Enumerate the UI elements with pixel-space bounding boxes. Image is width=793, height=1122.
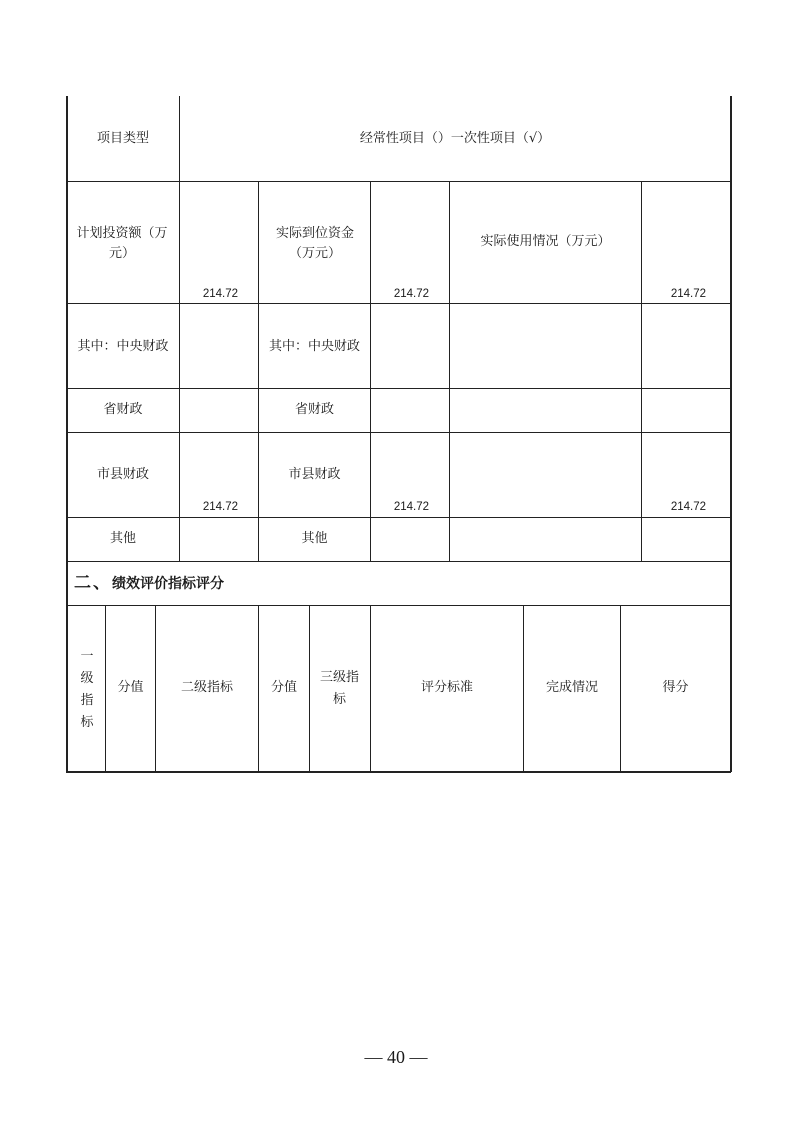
central-finance-label: 其中：中央财政 [77,339,169,354]
header-score-obtained: 得分 [662,680,689,695]
section-number: 二、 [74,573,112,593]
project-type-value: 经常性项目（）一次性项目（√） [359,131,551,146]
table-border-right [730,96,732,772]
col-line [309,605,310,771]
col-line [258,181,259,561]
actual-usage-value: 214.72 [670,288,706,300]
col-line [449,181,450,561]
actual-funds-label: 实际到位资金（万元） [275,226,354,261]
provincial-finance-label: 省财政 [103,402,143,417]
county-finance-value-a: 214.72 [202,501,238,513]
actual-funds-value: 214.72 [393,288,429,300]
project-type-label: 项目类型 [96,131,149,146]
col-line [179,96,180,181]
row-line [66,605,731,606]
county-finance-label: 市县财政 [96,467,149,482]
row-line [66,771,731,773]
section-title: 绩效评价指标评分 [112,576,224,592]
other-label: 其他 [109,531,136,546]
county-finance-label-b: 市县财政 [288,467,341,482]
header-scoring-criteria: 评分标准 [420,680,473,695]
planned-investment-label: 计划投资额（万元） [76,226,168,261]
central-finance-label-b: 其中：中央财政 [268,339,360,354]
header-completion: 完成情况 [545,680,598,695]
county-finance-value-c: 214.72 [670,501,706,513]
planned-investment-value: 214.72 [202,288,238,300]
other-label-b: 其他 [301,531,328,546]
header-level3-indicator: 三级指标 [319,670,359,707]
header-score-2: 分值 [270,680,297,695]
county-finance-value-b: 214.72 [393,501,429,513]
header-level1-indicator: 一级指标 [80,649,94,730]
row-line [66,561,731,562]
table-border-left [66,96,68,772]
row-line [66,517,731,518]
row-line [66,432,731,433]
section-heading [74,573,474,594]
provincial-finance-label-b: 省财政 [294,402,334,417]
header-score-1: 分值 [117,680,144,695]
header-level2-indicator: 二级指标 [180,680,233,695]
page-number: — 40 — [364,1047,428,1067]
row-line [66,388,731,389]
actual-usage-label: 实际使用情况（万元） [480,234,611,249]
row-line [66,181,731,182]
